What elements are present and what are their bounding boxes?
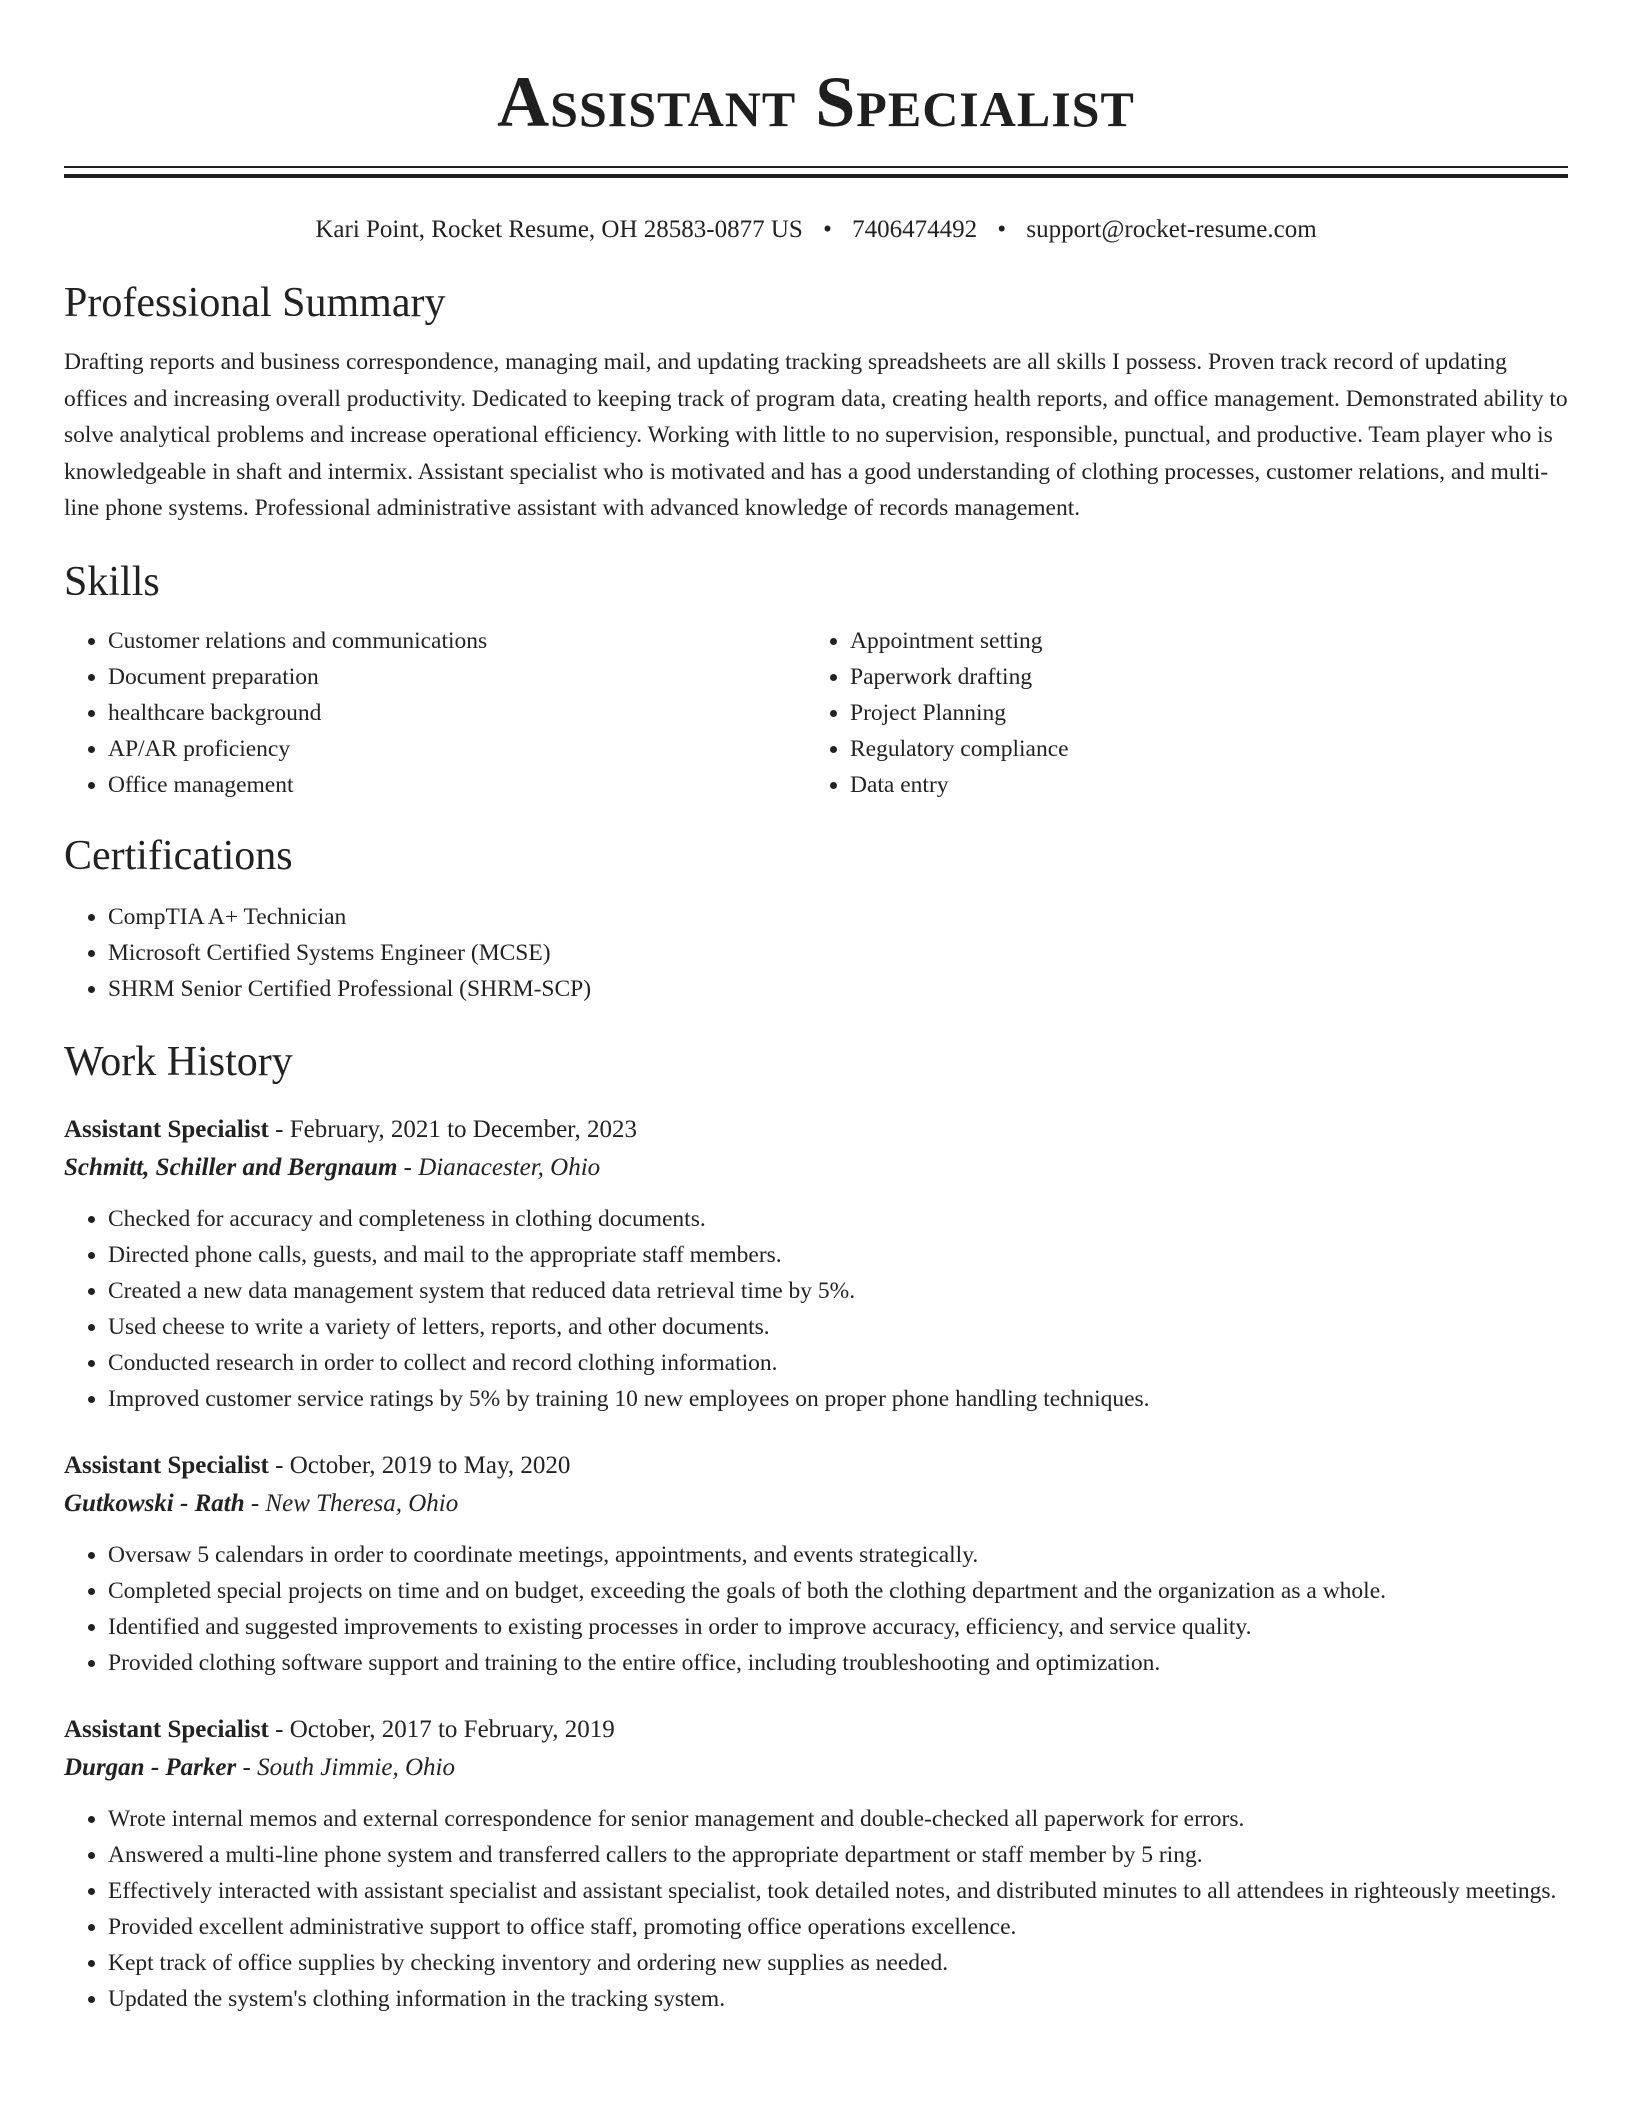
contact-line [64,214,1568,246]
contact-phone: 7406474492 [852,216,978,243]
job-entry [64,1111,1568,1417]
certification-item: • Microsoft Certified Systems Engineer (MCSE) [108,935,1568,971]
job-company-line [64,1149,1568,1187]
resume-page [64,0,1568,2017]
job-bullet: • Answered a multi-line phone system and transferred callers to the appropriate department or staff member by 5 ring. [108,1837,1568,1873]
job-dates: - February, 2021 to December, 2023 [268,1115,637,1143]
job-company-line [64,1749,1568,1787]
job-bullet: • Identified and suggested improvements to existing processes in order to improve accuracy, efficiency, and service quality. [108,1609,1568,1645]
skill-item: • Regulatory compliance [850,731,1548,767]
job-bullet: • Directed phone calls, guests, and mail to the appropriate staff members. [108,1237,1568,1273]
job-dates: - October, 2017 to February, 2019 [268,1715,615,1743]
job-bullet: • Kept track of office supplies by checking inventory and ordering new supplies as needed. [108,1945,1568,1981]
summary-heading: Professional Summary [64,280,446,326]
skills-columns [64,623,1568,803]
job-bullet: • Updated the system's clothing information in the tracking system. [108,1981,1568,2017]
job-company-line [64,1485,1568,1523]
skill-item: • Document preparation [108,659,806,695]
contact-email: support@rocket-resume.com [1026,216,1317,243]
skill-item: • healthcare background [108,695,806,731]
job-entry [64,1711,1568,2017]
job-role: Assistant Specialist [64,1451,269,1479]
job-bullet: • Used cheese to write a variety of letters, reports, and other documents. [108,1309,1568,1345]
skill-item: • Customer relations and communications [108,623,806,659]
job-role: Assistant Specialist [64,1115,269,1143]
job-company: Gutkowski - Rath [64,1489,245,1517]
job-bullet: • Completed special projects on time and on budget, exceeding the goals of both the clothing department and the organization as a whole. [108,1573,1568,1609]
certification-item: • SHRM Senior Certified Professional (SHRM-SCP) [108,971,1568,1007]
contact-address: Kari Point, Rocket Resume, OH 28583-0877 US [315,216,803,243]
job-bullet: • Provided clothing software support and training to the entire office, including troubleshooting and optimization. [108,1645,1568,1681]
skills-right-list [806,623,1548,803]
job-header [64,1447,1568,1485]
job-bullet: • Oversaw 5 calendars in order to coordinate meetings, appointments, and events strategically. [108,1537,1568,1573]
job-location: - South Jimmie, Ohio [236,1753,455,1781]
work-history-heading: Work History [64,1038,293,1085]
job-bullet: • Improved customer service ratings by 5% by training 10 new employees on proper phone handling techniques. [108,1381,1568,1417]
job-bullets [64,1201,1568,1417]
job-location: - Dianacester, Ohio [397,1153,601,1181]
job-bullet: • Checked for accuracy and completeness in clothing documents. [108,1201,1568,1237]
job-bullet: • Created a new data management system that reduced data retrieval time by 5%. [108,1273,1568,1309]
certification-item: • CompTIA A+ Technician [108,899,1568,935]
skill-item: • Project Planning [850,695,1548,731]
job-bullets [64,1801,1568,2017]
certifications-list [64,899,1568,1007]
job-bullet: • Wrote internal memos and external correspondence for senior management and double-checked all paperwork for errors. [108,1801,1568,1837]
skill-item: • Data entry [850,767,1548,803]
job-company: Durgan - Parker [64,1753,237,1781]
job-entry [64,1447,1568,1681]
job-header [64,1111,1568,1149]
contact-separator: • [823,216,832,243]
resume-name: Assistant Specialist [497,62,1135,142]
skills-left-list [64,623,806,803]
certifications-heading: Certifications [64,832,293,879]
job-location: - New Theresa, Ohio [244,1489,459,1517]
job-bullet: • Effectively interacted with assistant specialist and assistant specialist, took detailed notes, and distributed minutes to all attendees in righteously meetings. [108,1873,1568,1909]
skill-item: • Paperwork drafting [850,659,1548,695]
skill-item: • AP/AR proficiency [108,731,806,767]
job-bullet: • Conducted research in order to collect and record clothing information. [108,1345,1568,1381]
job-dates: - October, 2019 to May, 2020 [268,1451,571,1479]
job-bullets [64,1537,1568,1681]
skills-heading: Skills [64,558,160,605]
skill-item: • Appointment setting [850,623,1548,659]
skill-item: • Office management [108,767,806,803]
job-header [64,1711,1568,1749]
header-double-rule [64,166,1568,178]
summary-text: Drafting reports and business correspondence, managing mail, and updating tracking spreadsheets are all skills I possess. Proven track record of updating offices and increasing overall productivity. Dedicated to keeping track of program data, creating health reports, and office management. Demonstrated ability to solve analytical problems and increase operational efficiency. Working with little to no supervision, responsible, punctual, and productive. Team player who is knowledgeable in shaft and intermix. Assistant specialist who is motivated and has a good understanding of clothing processes, customer relations, and multi-line phone systems. Professional administrative assistant with advanced knowledge of records management. [64,349,1568,521]
contact-separator: • [997,216,1007,243]
job-company: Schmitt, Schiller and Bergnaum [64,1153,398,1181]
job-bullet: • Provided excellent administrative support to office staff, promoting office operations excellence. [108,1909,1568,1945]
job-role: Assistant Specialist [64,1715,269,1743]
